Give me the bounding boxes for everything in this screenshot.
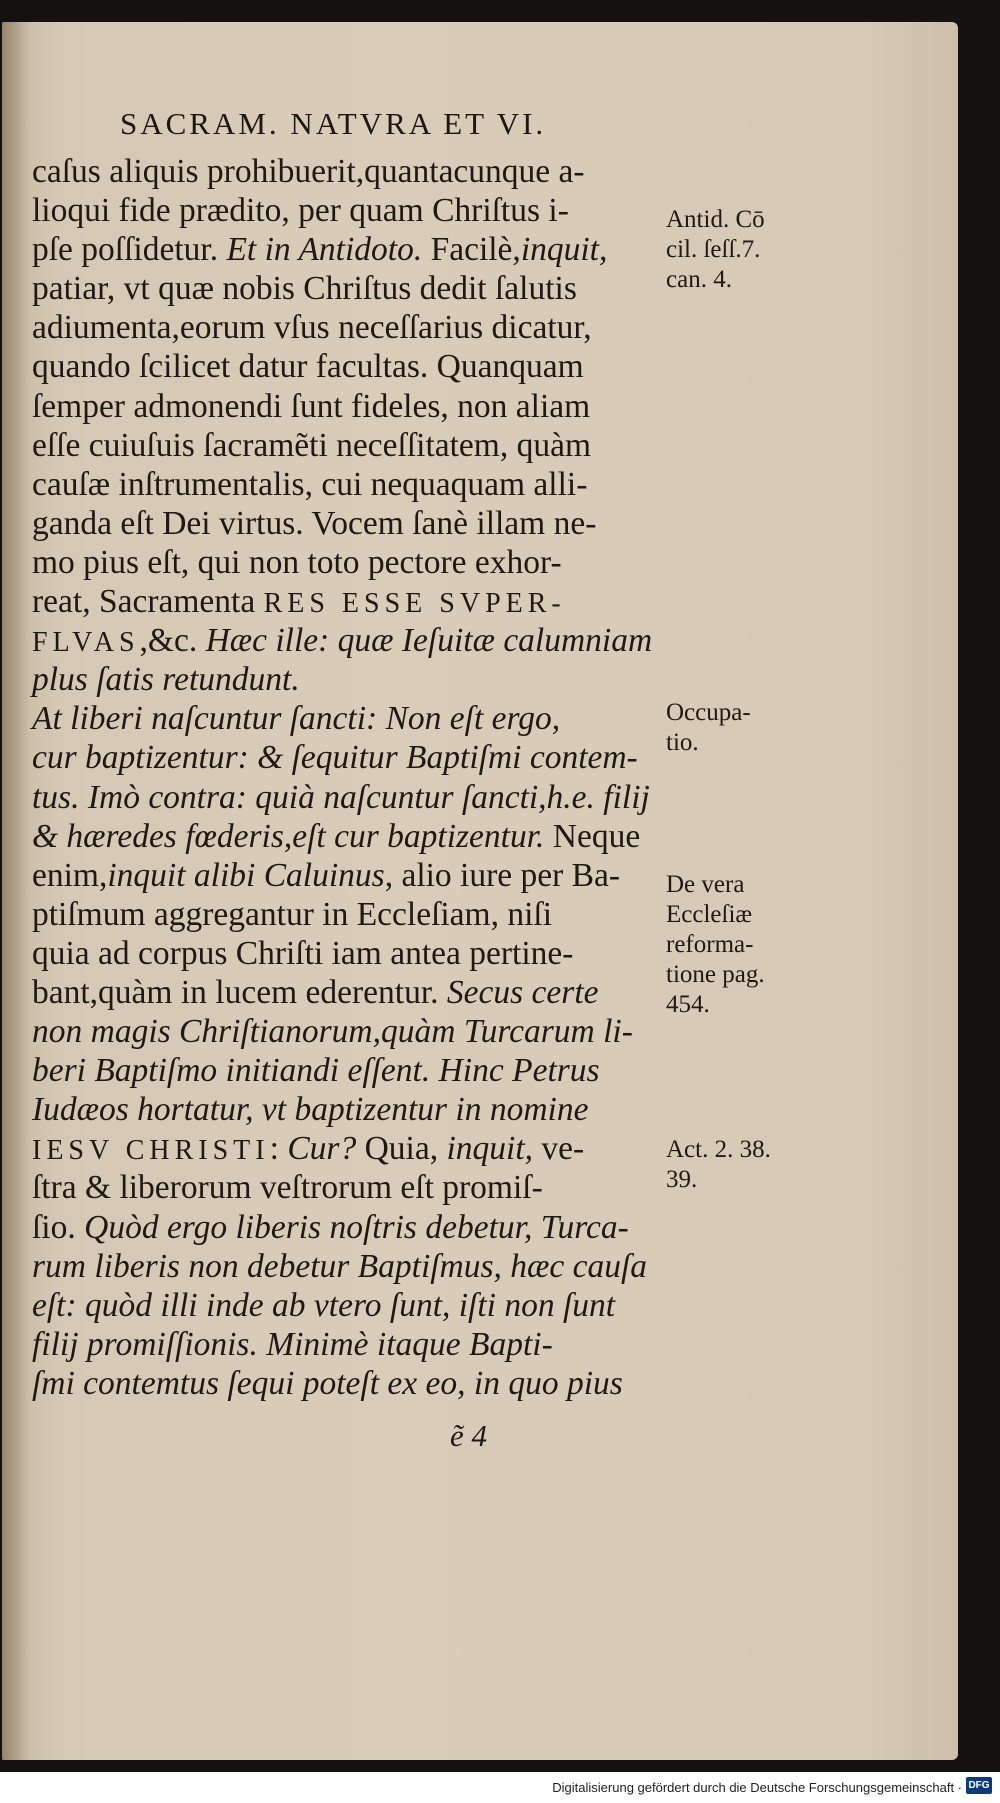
text-line bbox=[32, 1247, 672, 1286]
margin-note-line: tio. bbox=[666, 729, 699, 756]
text-line bbox=[32, 660, 672, 699]
margin-note-line: Antid. Cō bbox=[666, 206, 765, 233]
text-segment: caſus aliquis prohibuerit,quantacunque a- bbox=[32, 153, 585, 190]
margin-note-line: 39. bbox=[666, 1166, 698, 1193]
text-line bbox=[32, 269, 672, 308]
margin-note-occupatio bbox=[666, 698, 751, 758]
text-segment: Et in Antidoto. bbox=[226, 231, 423, 269]
text-segment: enim, bbox=[32, 856, 108, 894]
text-line bbox=[32, 856, 672, 895]
text-segment: At liberi naſcuntur ſancti: Non eſt ergo, bbox=[32, 700, 561, 738]
text-line bbox=[32, 1208, 672, 1247]
text-segment: mo pius eſt, qui non toto pectore exhor- bbox=[32, 543, 562, 581]
text-segment: patiar, vt quæ nobis Chriſtus dedit ſalutis bbox=[32, 270, 577, 308]
text-line bbox=[32, 543, 672, 582]
text-line bbox=[32, 1129, 672, 1168]
text-segment: Quia, bbox=[356, 1130, 447, 1168]
running-head: SACRAM. NATVRA ET VI. bbox=[120, 106, 547, 141]
signature-mark: ẽ 4 bbox=[450, 1418, 488, 1453]
text-line bbox=[32, 934, 672, 973]
text-segment: & hæredes fœderis,eſt cur baptizentur. bbox=[32, 817, 545, 855]
text-line bbox=[32, 973, 672, 1012]
text-segment: plus ſatis retundunt. bbox=[32, 661, 300, 699]
text-segment: ganda eſt Dei virtus. Vocem ſanè illam ne- bbox=[32, 504, 597, 542]
text-line bbox=[32, 465, 672, 504]
dfg-logo: DFG bbox=[966, 1777, 992, 1794]
text-line bbox=[32, 504, 672, 543]
text-segment: Iudæos hortatur, vt baptizentur in nomine bbox=[32, 1091, 589, 1129]
text-segment: inquit, bbox=[520, 231, 608, 269]
text-segment: Secus certe bbox=[446, 973, 599, 1011]
text-line bbox=[32, 817, 672, 856]
text-line bbox=[32, 426, 672, 465]
text-segment: lioqui fide prædito, per quam Chriſtus i- bbox=[32, 192, 569, 230]
text-line bbox=[32, 1168, 672, 1207]
text-segment: pſe poſſidetur. bbox=[32, 231, 227, 269]
text-segment: Facilè, bbox=[422, 231, 521, 269]
book-page bbox=[2, 22, 958, 1760]
text-line bbox=[32, 778, 672, 817]
text-segment: ſtra & liberorum veſtrorum eſt promiſ- bbox=[32, 1169, 543, 1207]
text-segment: ſemper admonendi ſunt fideles, non aliam bbox=[32, 387, 591, 425]
text-segment: quia ad corpus Chriſti iam antea pertine- bbox=[32, 934, 574, 972]
text-segment: ve- bbox=[533, 1130, 585, 1168]
margin-note-line: 454. bbox=[666, 991, 710, 1018]
margin-note-line: tione pag. bbox=[666, 961, 765, 988]
margin-note-acts bbox=[666, 1135, 771, 1195]
text-line bbox=[32, 347, 672, 386]
text-segment: tus. Imò contra: quià naſcuntur ſancti,h.e. filij bbox=[32, 778, 650, 816]
body-text bbox=[32, 152, 672, 1403]
text-segment: rum liberis non debetur Baptiſmus, hæc cauſa bbox=[32, 1247, 648, 1285]
margin-note-line: Occupa- bbox=[666, 699, 751, 726]
margin-note-antidote bbox=[666, 205, 765, 295]
text-line bbox=[32, 191, 672, 230]
margin-note-line: Act. 2. 38. bbox=[666, 1136, 771, 1163]
text-segment: Hæc ille: quæ Ieſuitæ calumniam bbox=[205, 622, 653, 660]
text-line bbox=[32, 152, 672, 191]
text-segment: inquit alibi Caluinus bbox=[107, 856, 385, 894]
text-segment: ſmi contemtus ſequi poteſt ex eo, in quo pius bbox=[32, 1364, 623, 1402]
text-segment: , alio iure per Ba- bbox=[384, 856, 621, 894]
text-line bbox=[32, 1325, 672, 1364]
text-line bbox=[32, 387, 672, 426]
margin-note-line: De vera bbox=[666, 871, 745, 898]
text-segment: non magis Chriſtianorum,quàm Turcarum li- bbox=[32, 1013, 633, 1051]
text-segment: beri Baptiſmo initiandi eſſent. Hinc Petrus bbox=[32, 1052, 600, 1090]
text-line bbox=[32, 738, 672, 777]
text-line bbox=[32, 895, 672, 934]
text-segment: ſio. bbox=[32, 1208, 85, 1246]
margin-note-de-vera-ecclesiae bbox=[666, 870, 765, 1020]
text-segment: cur baptizentur: & ſequitur Baptiſmi contem- bbox=[32, 739, 638, 777]
text-line bbox=[32, 621, 672, 660]
margin-note-line: can. 4. bbox=[666, 266, 732, 293]
text-line bbox=[32, 582, 672, 621]
text-segment: Quòd ergo liberis noſtris debetur, Turca- bbox=[84, 1208, 629, 1246]
margin-note-line: Eccleſiæ bbox=[666, 901, 753, 928]
text-segment: eſſe cuiuſuis ſacramẽti neceſſitatem, quàm bbox=[32, 426, 592, 464]
text-line bbox=[32, 308, 672, 347]
text-segment: ptiſmum aggregantur in Eccleſiam, niſi bbox=[32, 895, 553, 933]
text-segment: bant,quàm in lucem ederentur. bbox=[32, 973, 447, 1011]
margin-note-line: cil. ſeſſ.7. bbox=[666, 236, 761, 263]
text-segment: eſt: quòd illi inde ab vtero ſunt, iſti non ſunt bbox=[32, 1286, 616, 1324]
text-segment: reat, Sacramenta bbox=[32, 583, 264, 621]
text-segment: filij promiſſionis. Minimè itaque Bapti- bbox=[32, 1325, 553, 1363]
text-line bbox=[32, 1286, 672, 1325]
text-segment: IESV CHRISTI bbox=[32, 1135, 270, 1167]
text-line bbox=[32, 1012, 672, 1051]
text-line bbox=[32, 1364, 672, 1403]
text-line bbox=[32, 699, 672, 738]
text-line bbox=[32, 1090, 672, 1129]
text-segment: Neque bbox=[544, 817, 641, 855]
text-segment: Cur? bbox=[287, 1130, 357, 1168]
text-segment: FLVAS bbox=[32, 627, 140, 659]
margin-note-line: reforma- bbox=[666, 931, 754, 958]
text-line bbox=[32, 230, 672, 269]
text-segment: adiumenta,eorum vſus neceſſarius dicatur, bbox=[32, 309, 592, 347]
text-segment: cauſæ inſtrumentalis, cui nequaquam alli- bbox=[32, 465, 588, 503]
text-segment: inquit, bbox=[446, 1130, 534, 1168]
text-segment: : bbox=[269, 1130, 288, 1168]
digitization-credit: Digitalisierung gefördert durch die Deutsche Forschungsgemeinschaft · bbox=[552, 1780, 962, 1795]
text-line bbox=[32, 1051, 672, 1090]
text-segment: ,&c. bbox=[139, 622, 206, 660]
text-segment: quando ſcilicet datur facultas. Quanquam bbox=[32, 348, 584, 386]
text-segment: RES ESSE SVPER- bbox=[263, 588, 566, 620]
